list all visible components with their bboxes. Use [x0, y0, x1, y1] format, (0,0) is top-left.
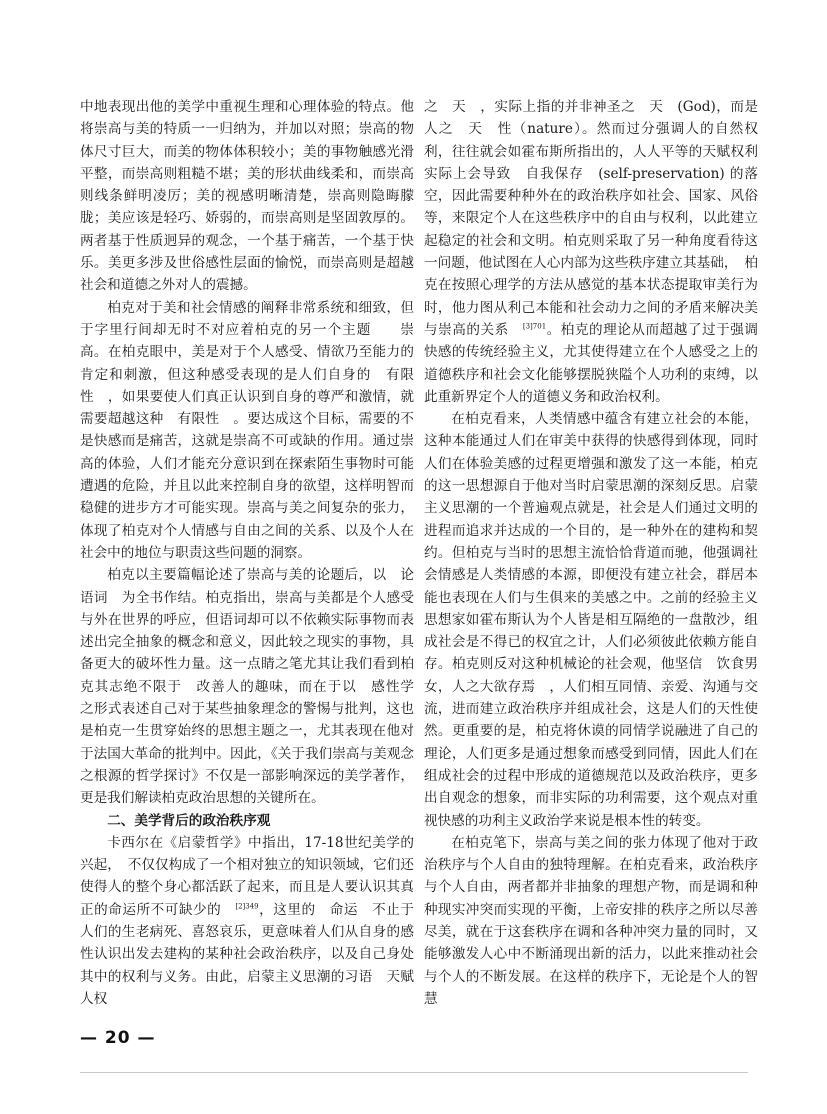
left-column — [80, 96, 428, 1010]
right-column — [424, 96, 758, 1010]
paragraph-text: 之 天 ，实际上指的并非神圣之 天 (God)，而是人之 天 性（nature）。然而过分强调人的自然权利，往往就会如霍布斯所指出的，人人平等的天赋权利实际上会导致 自我保存 (self-preservation) 的落空，因此需要种种外在的政治秩序如社会、国家、风俗等，来限定个人在这些秩序中的自由与权利，以此建立起稳定的社会和文明。柏克则采取了另一种角度看待这一问题，他试图在人心内部为这些秩序建立其基础， 柏克在按照心理学的方法从感觉的基本状态提取审美行为时，他力图从利己本能和社会动力之间的矛盾来解决美与崇高的关系 — [424, 99, 758, 338]
paragraph — [424, 96, 758, 408]
citation-ref: [2]349 — [235, 902, 259, 911]
paragraph: 中地表现出他的美学中重视生理和心理体验的特点。他将崇高与美的特质一一归纳为，并加以对照；崇高的物体尺寸巨大，而美的物体体积较小；美的事物触感光滑平整，而崇高则粗糙不堪；美的形状曲线柔和，而崇高则线条鲜明凌厉；美的视感明晰清楚，崇高则隐晦朦胧；美应该是轻巧、娇弱的，而崇高则是坚固敦厚的。两者基于性质迥异的观念，一个基于痛苦，一个基于快乐。美更多涉及世俗感性层面的愉悦，而崇高则是超越社会和道德之外对人的震撼。 — [80, 99, 414, 294]
paragraph: 在柏克看来，人类情感中蕴含有建立社会的本能，这种本能通过人们在审美中获得的快感得到体现，同时人们在体验美感的过程更增强和激发了这一本能，柏克的这一思想源自于他对当时启蒙思潮的深刻反思。启蒙主义思潮的一个普遍观点就是，社会是人们通过文明的进程而追求并达成的一个目的，是一种外在的建构和契约。但柏克与当时的思想主流恰恰背道而驰，他强调社会情感是人类情感的本源，即便没有建立社会，群居本能也表现在人们与生俱来的美感之中。之前的经验主义思想家如霍布斯认为个人皆是相互隔绝的一盘散沙，组成社会是不得已的权宜之计，人们必须彼此依赖方能自存。柏克则反对这种机械论的社会观，他坚信 饮食男女，人之大欲存焉 ，人们相互同情、亲爱、沟通与交流，进而建立政治秩序并组成社会，这是人们的天性使然。更重要的是，柏克将休谟的同情学说融进了自己的理论，人们更多是通过想象而感受到同情，因此人们在组成社会的过程中形成的道德规范以及政治秩序，更多出自观念的想象，而非实际的功利需要，这个观点对重视快感的功利主义政治学来说是根本性的转变。 — [424, 411, 758, 829]
citation-ref: [3]701 — [522, 322, 547, 331]
paragraph: 柏克以主要篇幅论述了崇高与美的论题后，以 论语词 为全书作结。柏克指出，崇高与美都是个人感受与外在世界的呼应，但语词却可以不依赖实际事物而表述出完全抽象的概念和意义，因此较之现实的事物，具备更大的破坏性力量。这一点睛之笔尤其让我们看到柏克其志绝不限于 改善人的趣味，而在于以 感性学 之形式表述自己对于某些抽象理念的警惕与批判，这也是柏克一生贯穿始终的思想主题之一，尤其表现在他对于法国大革命的批判中。因此，《关于我们崇高与美观念之根源的哲学探讨》不仅是一部影响深远的美学著作，更是我们解读柏克政治思想的关键所在。 — [80, 567, 428, 807]
paragraph-text: 卡西尔在《启蒙哲学》中指出，17-18世纪美学的兴起， 不仅仅构成了一个相对独立的知识领域，它们还使得人的整个身心都活跃了起来，而且是人要认识其真正的命运所不可缺少的 — [80, 834, 414, 918]
paragraph — [80, 832, 414, 1010]
paragraph: 在柏克笔下，崇高与美之间的张力体现了他对于政治秩序与个人自由的独特理解。在柏克看来，政治秩序与个人自由，两者都并非抽象的理想产物，而是调和种种现实冲突而实现的平衡，上帝安排的秩序之所以尽善尽美，就在于这套秩序在调和各种冲突力量的同时，又能够激发人心中不断涌现出新的活力，以此来推动社会与个人的不断发展。在这样的秩序下，无论是个人的智慧 — [424, 834, 758, 1007]
page-number: — 20 — — [80, 1028, 156, 1048]
paragraph: 柏克对于美和社会情感的阐释非常系统和细致，但于字里行间却无时不对应着柏克的另一个主题 崇高。在柏克眼中，美是对于个人感受、情欲乃至能力的肯定和刺激，但这种感受表现的是人们自身的 有限性 ，如果要使人们真正认识到自身的尊严和激情，就需要超越这种 有限性 。要达成这个目标，需要的不是快感而是痛苦，这就是崇高不可或缺的作用。通过崇高的体验，人们才能充分意识到在探索陌生事物时可能遭遇的危险，并且以此来控制自身的欲望，这样明智而稳健的进步方才可能实现。崇高与美之间复杂的张力，体现了柏克对个人情感与自由之间的关系、以及个人在社会中的地位与职责这些问题的洞察。 — [80, 299, 414, 561]
paragraph-text: ，这里的 命运 不止于人们的生老病死、喜怒哀乐，更意味着人们从自身的感性认识出发去建构的某种社会政治秩序，以及自己身处其中的权利与义务。由此，启蒙主义思潮的习语 天赋人权 — [80, 901, 414, 1007]
section-heading: 二、美学背后的政治秩序观 — [107, 812, 271, 829]
paragraph-text: 。柏克的理论从而超越了过于强调快感的传统经验主义，尤其使得建立在个人感受之上的道德秩序和社会文化能够摆脱狭隘个人功利的束缚，以此重新界定个人的道德义务和政治权利。 — [424, 321, 759, 405]
footer-divider — [80, 1072, 748, 1073]
